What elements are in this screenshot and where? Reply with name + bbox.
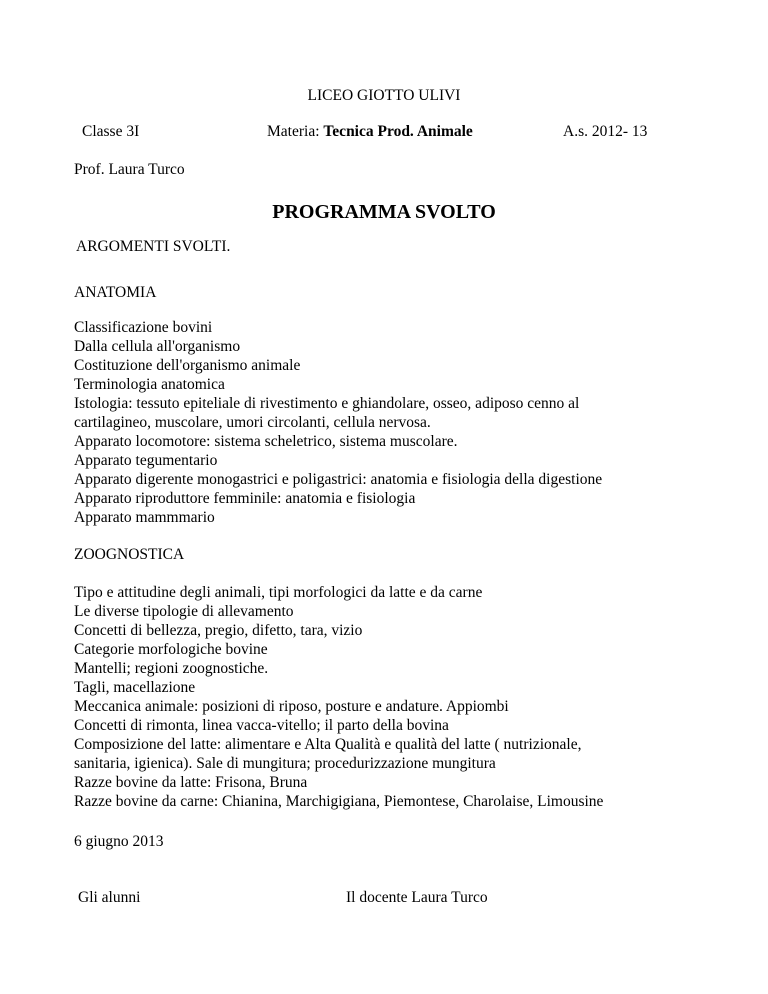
- list-item: Concetti di rimonta, linea vacca-vitello; il parto della bovina: [74, 717, 449, 734]
- list-item: Apparato mammmario: [74, 509, 215, 526]
- section-heading-anatomia: ANATOMIA: [74, 284, 157, 301]
- teacher-line: Prof. Laura Turco: [74, 161, 185, 178]
- section-list-zoognostica: [74, 583, 734, 811]
- list-item: Razze bovine da latte: Frisona, Bruna: [74, 774, 308, 791]
- list-item: Apparato digerente monogastrici e poligastrici: anatomia e fisiologia della digestione: [74, 471, 603, 488]
- list-item: Apparato riproduttore femminile: anatomia e fisiologia: [74, 490, 416, 507]
- intro-label: ARGOMENTI SVOLTI.: [76, 238, 231, 255]
- subject-name: Tecnica Prod. Animale: [323, 123, 473, 140]
- class-label: Classe 3I: [82, 123, 140, 140]
- document-date: 6 giugno 2013: [74, 833, 164, 850]
- list-item: cartilagineo, muscolare, umori circolanti, cellula nervosa.: [74, 414, 431, 431]
- list-item: Meccanica animale: posizioni di riposo, posture e andature. Appiombi: [74, 698, 509, 715]
- section-heading-zoognostica: ZOOGNOSTICA: [74, 546, 185, 563]
- list-item: Tipo e attitudine degli animali, tipi morfologici da latte e da carne: [74, 584, 483, 601]
- list-item: Costituzione dell'organismo animale: [74, 357, 301, 374]
- teacher-signature-label: Il docente Laura Turco: [346, 889, 488, 906]
- list-item: Mantelli; regioni zoognostiche.: [74, 660, 269, 677]
- list-item: Le diverse tipologie di allevamento: [74, 603, 294, 620]
- section-list-anatomia: [74, 318, 734, 527]
- list-item: Classificazione bovini: [74, 319, 213, 336]
- list-item: Categorie morfologiche bovine: [74, 641, 268, 658]
- list-item: Apparato tegumentario: [74, 452, 218, 469]
- list-item: Razze bovine da carne: Chianina, Marchigigiana, Piemontese, Charolaise, Limousine: [74, 793, 604, 810]
- students-signature-label: Gli alunni: [78, 889, 141, 906]
- subject-line: [267, 122, 473, 141]
- list-item: Composizione del latte: alimentare e Alta Qualità e qualità del latte ( nutrizionale,: [74, 736, 582, 753]
- list-item: Istologia: tessuto epiteliale di rivestimento e ghiandolare, osseo, adiposo cenno al: [74, 395, 580, 412]
- list-item: Dalla cellula all'organismo: [74, 338, 241, 355]
- page-title: PROGRAMMA SVOLTO: [272, 201, 496, 223]
- school-name: LICEO GIOTTO ULIVI: [307, 87, 461, 104]
- list-item: Apparato locomotore: sistema scheletrico, sistema muscolare.: [74, 433, 458, 450]
- list-item: sanitaria, igienica). Sale di mungitura; procedurizzazione mungitura: [74, 755, 496, 772]
- list-item: Terminologia anatomica: [74, 376, 225, 393]
- subject-prefix: Materia:: [267, 123, 324, 140]
- list-item: Tagli, macellazione: [74, 679, 196, 696]
- school-year: A.s. 2012- 13: [563, 123, 648, 140]
- list-item: Concetti di bellezza, pregio, difetto, tara, vizio: [74, 622, 363, 639]
